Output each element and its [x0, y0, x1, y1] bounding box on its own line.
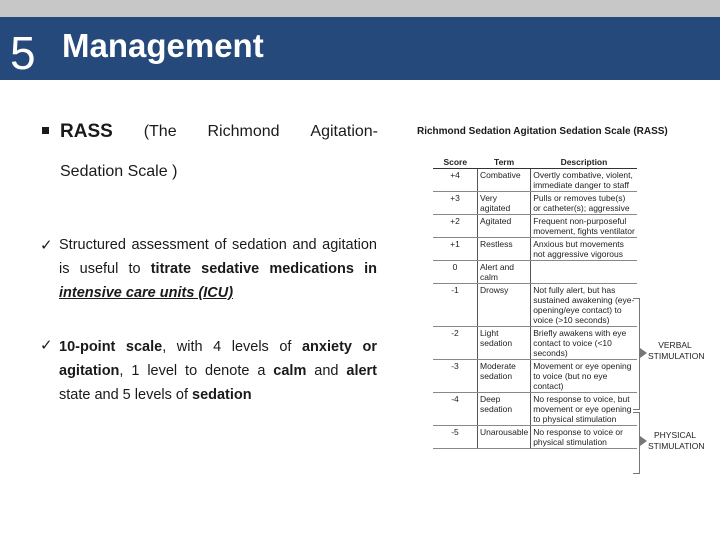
score-cell: -2	[433, 327, 478, 360]
column-header: Description	[531, 156, 638, 169]
arrow-right-icon	[640, 436, 647, 446]
table-row	[433, 261, 637, 284]
score-cell: 0	[433, 261, 478, 284]
term-cell: Agitated	[478, 215, 531, 238]
table-row	[433, 169, 637, 192]
rass-word: Richmond	[207, 123, 280, 140]
top-strip	[0, 0, 720, 17]
term-cell: Moderate sedation	[478, 360, 531, 393]
description-cell: Frequent non-purposeful movement, fights ventilator	[531, 215, 638, 238]
description-cell: Briefly awakens with eye contact to voice (<10 seconds)	[531, 327, 638, 360]
table-row	[433, 238, 637, 261]
score-cell: -4	[433, 393, 478, 426]
term-cell: Restless	[478, 238, 531, 261]
column-header: Score	[433, 156, 478, 169]
term-cell: Combative	[478, 169, 531, 192]
score-cell: +3	[433, 192, 478, 215]
description-cell: No response to voice or physical stimulation	[531, 426, 638, 449]
term-cell: Light sedation	[478, 327, 531, 360]
square-bullet-icon	[42, 127, 49, 134]
score-cell: +1	[433, 238, 478, 261]
term-cell: Unarousable	[478, 426, 531, 449]
point-structured-assessment: Structured assessment of sedation and agitation is useful to titrate sedative medications in intensive care units (ICU)	[59, 237, 377, 301]
table-row	[433, 284, 637, 327]
description-cell: Overtly combative, violent, immediate danger to staff	[531, 169, 638, 192]
score-cell: -3	[433, 360, 478, 393]
arrow-right-icon	[640, 348, 647, 358]
description-cell: Movement or eye opening to voice (but no eye contact)	[531, 360, 638, 393]
term-cell: Drowsy	[478, 284, 531, 327]
slide-number: 5	[10, 27, 36, 79]
icu-link-text: intensive care units (ICU)	[59, 285, 234, 301]
description-cell	[531, 261, 638, 284]
term-cell: Deep sedation	[478, 393, 531, 426]
table-row	[433, 360, 637, 393]
score-cell: -1	[433, 284, 478, 327]
point-10-point-scale: 10-point scale, with 4 levels of anxiety or agitation, 1 level to denote a calm and alert state and 5 levels of sedation	[59, 339, 378, 403]
term-cell: Alert and calm	[478, 261, 531, 284]
description-cell: Not fully alert, but has sustained awakening (eye-opening/eye contact) to voice (>10 seconds)	[531, 284, 638, 327]
rass-word: RASS	[60, 121, 113, 142]
table-row	[433, 192, 637, 215]
description-cell: Anxious but movements not aggressive vigorous	[531, 238, 638, 261]
rass-word: (The	[143, 123, 177, 140]
verbal-bracket	[633, 298, 640, 410]
slide-title: Management	[62, 27, 264, 64]
score-cell: +4	[433, 169, 478, 192]
physical-bracket	[633, 412, 640, 474]
verbal-stimulation-label: VERBAL STIMULATION	[648, 340, 705, 361]
description-cell: Pulls or removes tube(s) or catheter(s); aggressive	[531, 192, 638, 215]
rass-heading-line2: Sedation Scale )	[60, 163, 178, 180]
column-header: Term	[478, 156, 531, 169]
table-row	[433, 215, 637, 238]
rass-heading	[60, 119, 378, 145]
rass-table-title: Richmond Sedation Agitation Sedation Scale (RASS)	[417, 126, 668, 137]
score-cell: -5	[433, 426, 478, 449]
table-row	[433, 426, 637, 449]
table-row	[433, 393, 637, 426]
description-cell: No response to voice, but movement or eye opening to physical stimulation	[531, 393, 638, 426]
checkmark-icon: ✓	[40, 237, 53, 254]
score-cell: +2	[433, 215, 478, 238]
checkmark-icon: ✓	[40, 337, 53, 354]
rass-word: Agitation-	[310, 123, 378, 140]
physical-stimulation-label: PHYSICAL STIMULATION	[648, 430, 705, 451]
rass-table	[433, 156, 637, 449]
term-cell: Very agitated	[478, 192, 531, 215]
table-row	[433, 327, 637, 360]
